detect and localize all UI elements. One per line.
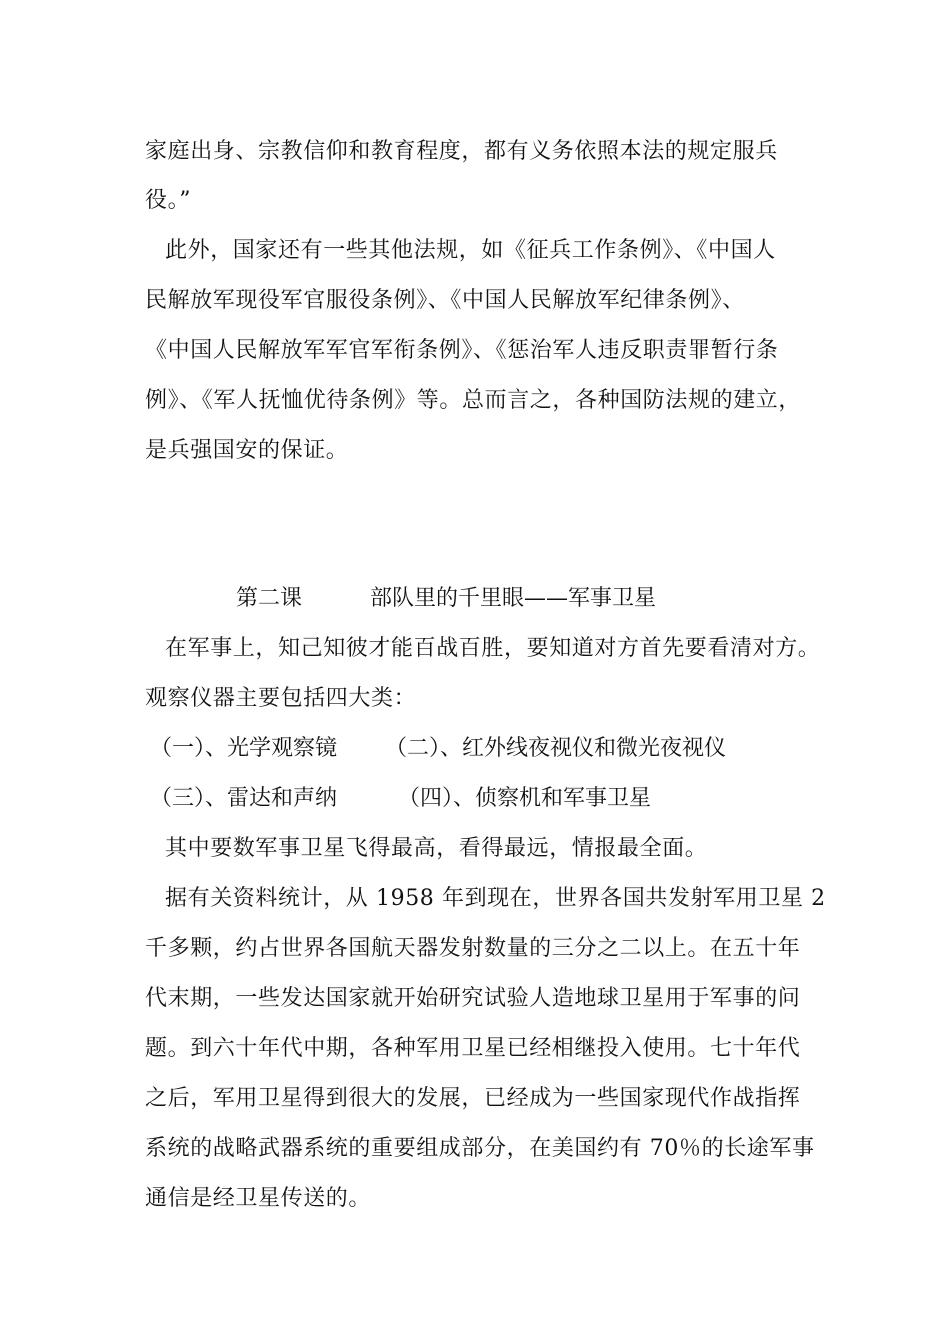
paragraph-line: 千多颗，约占世界各国航天器发射数量的三分之二以上。在五十年 bbox=[145, 936, 801, 961]
paragraph-line: 家庭出身、宗教信仰和教育程度，都有义务依照本法的规定服兵 bbox=[145, 139, 778, 164]
paragraph-line: 民解放军现役军官服役条例》、《中国人民解放军纪律条例》、 bbox=[145, 288, 745, 313]
paragraph-line: 题。到六十年代中期，各种军用卫星已经相继投入使用。七十年代 bbox=[145, 1036, 801, 1061]
category-item: （二）、红外线夜视仪和微光夜视仪 bbox=[385, 736, 727, 761]
paragraph-line: 其中要数军事卫星飞得最高，看得最远，情报最全面。 bbox=[165, 836, 708, 861]
paragraph-line: 据有关资料统计，从 1958 年到现在，世界各国共发射军用卫星 2 bbox=[165, 886, 826, 911]
category-item: （四）、侦察机和军事卫星 bbox=[398, 786, 652, 811]
paragraph-line: 系统的战略武器系统的重要组成部分，在美国约有 70％的长途军事 bbox=[145, 1136, 815, 1161]
lesson-number: 第二课 bbox=[236, 586, 303, 611]
paragraph-line: 《中国人民解放军军官军衔条例》、《惩治军人违反职责罪暂行条 bbox=[145, 338, 779, 363]
paragraph-line: 役。” bbox=[145, 188, 192, 213]
category-item: （一）、光学观察镜 bbox=[150, 736, 338, 761]
paragraph-line: 之后，军用卫星得到很大的发展，已经成为一些国家现代作战指挥 bbox=[145, 1086, 801, 1111]
lesson-title: 部队里的千里眼——军事卫星 bbox=[370, 586, 657, 611]
paragraph-line: 此外，国家还有一些其他法规，如《征兵工作条例》、《中国人 bbox=[165, 238, 776, 263]
paragraph-line: 例》、《军人抚恤优待条例》等。总而言之，各种国防法规的建立， bbox=[145, 388, 802, 413]
paragraph-line: 在军事上，知己知彼才能百战百胜，要知道对方首先要看清对方。 bbox=[165, 636, 821, 661]
paragraph-line: 观察仪器主要包括四大类： bbox=[145, 686, 417, 711]
category-item: （三）、雷达和声纳 bbox=[150, 786, 338, 811]
paragraph-line: 是兵强国安的保证。 bbox=[145, 438, 349, 463]
paragraph-line: 代末期，一些发达国家就开始研究试验人造地球卫星用于军事的问 bbox=[145, 986, 801, 1011]
paragraph-line: 通信是经卫星传送的。 bbox=[145, 1186, 372, 1211]
